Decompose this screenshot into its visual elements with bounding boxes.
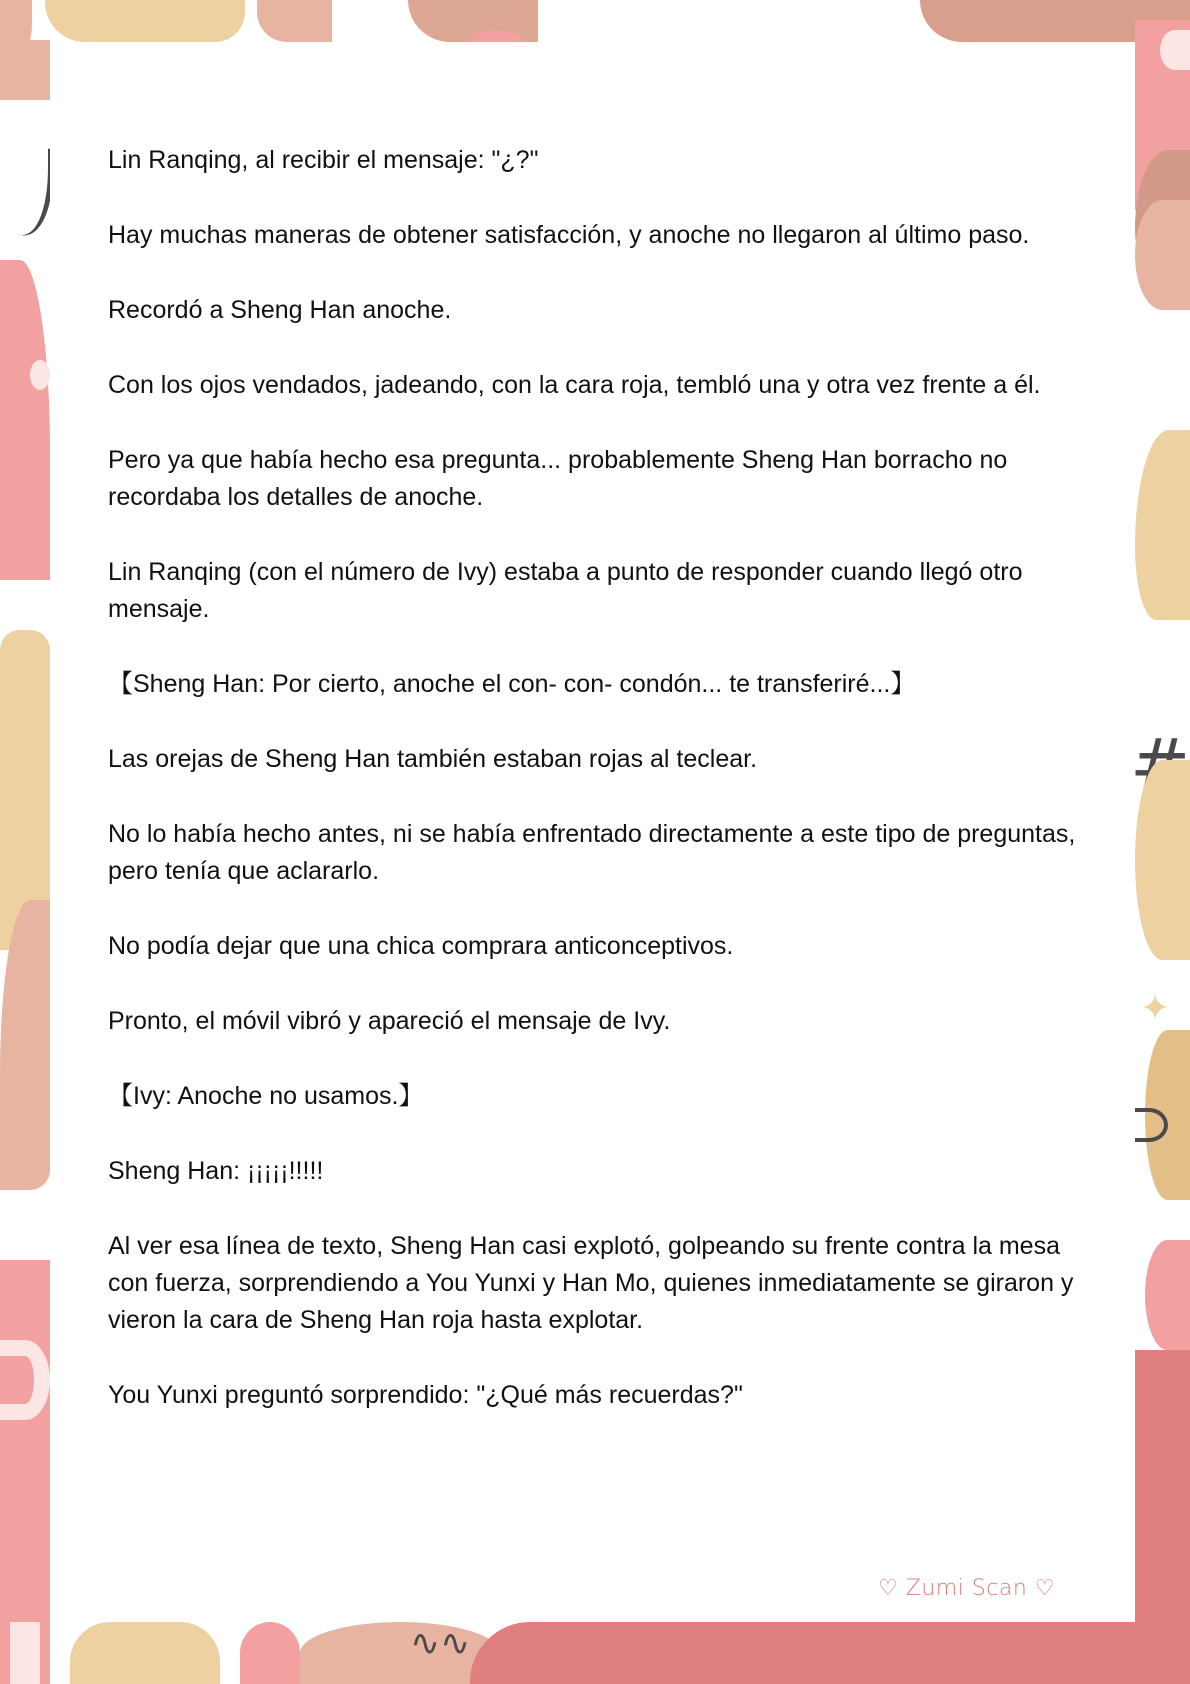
decor-shape-right-sand bbox=[1135, 430, 1190, 620]
decor-ring-icon bbox=[1130, 1108, 1168, 1142]
scanlation-credit: ♡ Zumi Scan ♡ bbox=[878, 1576, 1055, 1601]
decor-shape-bottom-pink-scribble bbox=[240, 1622, 300, 1684]
paragraph: Con los ojos vendados, jadeando, con la cara roja, tembló una y otra vez frente a él. bbox=[108, 371, 1041, 399]
paragraph: No lo había hecho antes, ni se había enfrentado directamente a este tipo de preguntas, pero tenía que aclararlo. bbox=[108, 820, 1076, 885]
decor-shape-left-pink bbox=[0, 260, 50, 580]
paragraph: Pero ya que había hecho esa pregunta... probablemente Sheng Han borracho no recordaba los detalles de anoche. bbox=[108, 446, 1008, 511]
decor-shape-right-blush-dot bbox=[1160, 30, 1190, 70]
paragraph: Lin Ranqing (con el número de Ivy) estaba a punto de responder cuando llegó otro mensaje. bbox=[108, 558, 1023, 623]
decor-shape-bottom-sand bbox=[70, 1622, 220, 1684]
paragraph: Sheng Han: ¡¡¡¡¡!!!!! bbox=[108, 1157, 324, 1185]
paragraph: Recordó a Sheng Han anoche. bbox=[108, 296, 452, 324]
decor-squiggle-icon: ∿∿ bbox=[410, 1622, 471, 1663]
paragraph: You Yunxi preguntó sorprendido: "¿Qué más recuerdas?" bbox=[108, 1381, 743, 1409]
decor-shape-bottom-rose bbox=[470, 1622, 1190, 1684]
paragraph: Hay muchas maneras de obtener satisfacción, y anoche no llegaron al último paso. bbox=[108, 221, 1030, 249]
decor-shape-right-peach-lower bbox=[1135, 200, 1190, 310]
paragraph: Pronto, el móvil vibró y apareció el mensaje de Ivy. bbox=[108, 1007, 671, 1035]
decor-shape-top-sand bbox=[45, 0, 245, 42]
page-panel bbox=[50, 42, 1135, 1622]
decor-shape-left-blush-dot bbox=[30, 360, 50, 390]
decor-shape-left-blush-ring bbox=[0, 1340, 50, 1420]
paragraph: Las orejas de Sheng Han también estaban rojas al teclear. bbox=[108, 745, 758, 773]
decor-shape-left-peach bbox=[0, 40, 50, 100]
message-paragraph: 【Ivy: Anoche no usamos.】 bbox=[108, 1082, 424, 1110]
paragraph: No podía dejar que una chica comprara anticonceptivos. bbox=[108, 932, 734, 960]
decor-shape-top-peach bbox=[257, 0, 332, 42]
decor-shape-right-sand-lower bbox=[1135, 760, 1190, 960]
message-paragraph: 【Sheng Han: Por cierto, anoche el con- con- condón... te transferiré...】 bbox=[108, 670, 916, 698]
decor-shape-bottom-blush bbox=[10, 1622, 40, 1684]
sparkle-icon: ✦ bbox=[1140, 987, 1171, 1028]
decor-shape-right-pink-lower bbox=[1145, 1240, 1190, 1350]
paragraph: Lin Ranqing, al recibir el mensaje: "¿?" bbox=[108, 146, 539, 174]
paragraph: Al ver esa línea de texto, Sheng Han casi explotó, golpeando su frente contra la mesa con fuerza, sorprendiendo a You Yunxi y Han Mo, quienes inmediatamente se giraron y vieron la cara de Sheng Han roja hasta explotar. bbox=[108, 1232, 1074, 1334]
decor-ink-stroke-left bbox=[8, 130, 53, 251]
document-body bbox=[108, 142, 1088, 1452]
decor-shape-left-pink-lower bbox=[0, 1260, 50, 1684]
